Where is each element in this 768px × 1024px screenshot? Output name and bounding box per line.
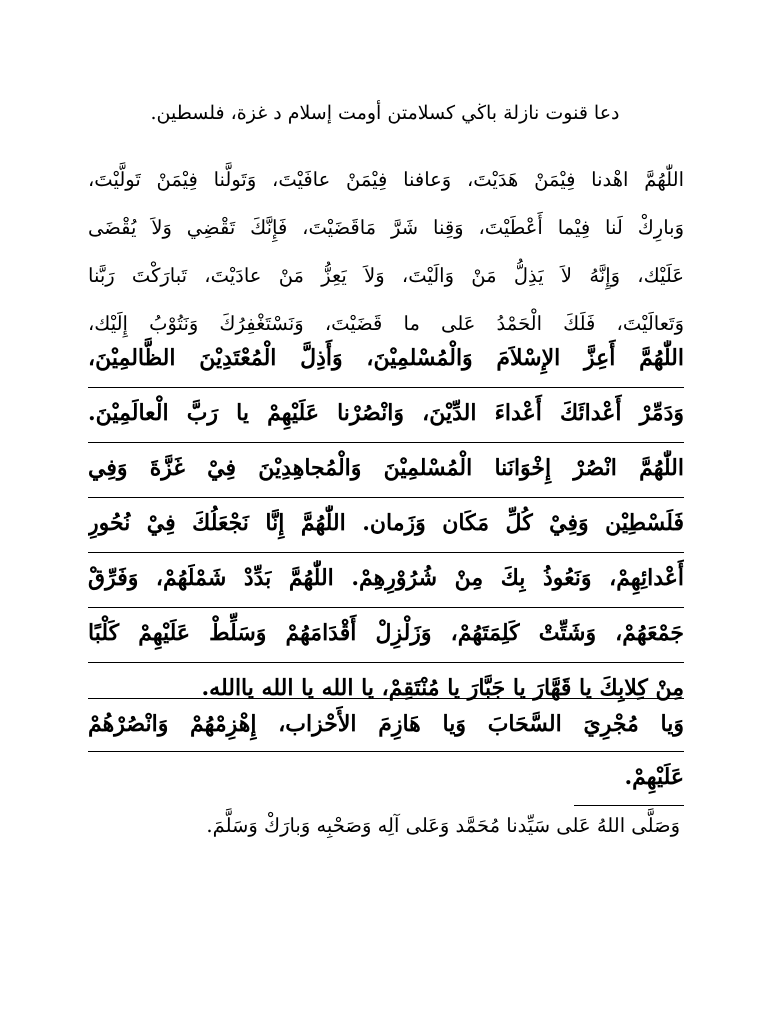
bold-line-5: أَعْدائِهِمْ، وَنَعُوذُ بِكَ مِنْ شُرُوْرِهِمْ. اللّٰهُمَّ بَدِّدْ شَمْلَهُمْ، وَفَرِّقْ <box>88 553 684 608</box>
closing-salawat: وَصَلَّى اللهُ عَلى سَيِّدنا مُحَمَّد وَعَلى آلِه وَصَحْبِه وَبارَكْ وَسَلَّمَ. <box>206 814 680 837</box>
qunut-plain-paragraph <box>88 156 684 348</box>
bold-line-4: فَلَسْطِيْن وَفِيْ كُلِّ مَكَان وَزَمان. اللّٰهُمَّ إِنَّا نَجْعَلُكَ فِيْ نُحُورِ <box>88 498 684 553</box>
bold-line-6: جَمْعَهُمْ، وَشَتِّتْ كَلِمَتَهُمْ، وَزَلْزِلْ أَقْدَامَهُمْ وَسَلِّطْ عَلَيْهِمْ كَلْبًا <box>88 608 684 663</box>
plain-line-3: عَلَيْك، وَإِنَّهُ لاَ يَذِلُّ مَنْ وَالَيْتَ، وَلاَ يَعِزُّ مَنْ عادَيْتَ، تَبارَكْتَ رَبَّنا <box>88 264 684 287</box>
plain-line-2: وَبارِكْ لَنا فِيْما أَعْطَيْتَ، وَقِنا شَرَّ مَاقَضَيْتَ، فَإِنَّكَ تَقْضِي وَلاَ يُقْضَى <box>88 216 684 239</box>
bold-line-2: وَدَمِّرْ أَعْدائَكَ أَعْداءَ الدِّيْنَ، وَانْصُرْنا عَلَيْهِمْ يا رَبَّ الْعالَمِيْنَ. <box>88 388 684 443</box>
bold-line-3: اللّٰهُمَّ انْصُرْ إِخْوَانَنا الْمُسْلمِيْنَ وَالْمُجاهِدِيْنَ فِيْ غَزَّةَ وَفِي <box>88 443 684 498</box>
bold-line-7: مِنْ كِلابِكَ يا قَهَّارَ يا جَبَّارَ يا مُنْتَقِمْ، يا الله يا الله ياالله. <box>201 675 684 701</box>
qunut-bold-closing-paragraph <box>88 698 684 806</box>
document-title: دعا قنوت نازلة باڬي كسلامتن أومت إسلام د غزة، فلسطين. <box>150 102 620 124</box>
bold2-line-2: عَلَيْهِمْ. <box>574 752 684 806</box>
bold2-line-1: وَيا مُجْرِيَ السَّحَابَ وَيا هَازِمَ الأَحْزاب، إِهْزِمْهُمْ وَانْصُرْهُمْ <box>88 698 684 752</box>
plain-line-4: وَتَعالَيْتَ، فَلَكَ الْحَمْدُ عَلى ما قَضَيْتَ، وَنَسْتَغْفِرُكَ وَنَتُوْبُ إِلَيْك، <box>88 312 684 335</box>
qunut-bold-paragraph <box>88 333 684 718</box>
plain-line-1: اللّٰهُمَّ اهْدنا فِيْمَنْ هَدَيْتَ، وَعافنا فِيْمَنْ عافَيْتَ، وَتَولَّنا فِيْمَنْ تَولَّيْتَ، <box>88 168 684 191</box>
bold-line-1: اللّٰهُمَّ أَعِزَّ الإِسْلاَمَ وَالْمُسْلمِيْنَ، وَأَذِلَّ الْمُعْتَدِيْنَ الظَّالمِيْنَ، <box>88 333 684 388</box>
